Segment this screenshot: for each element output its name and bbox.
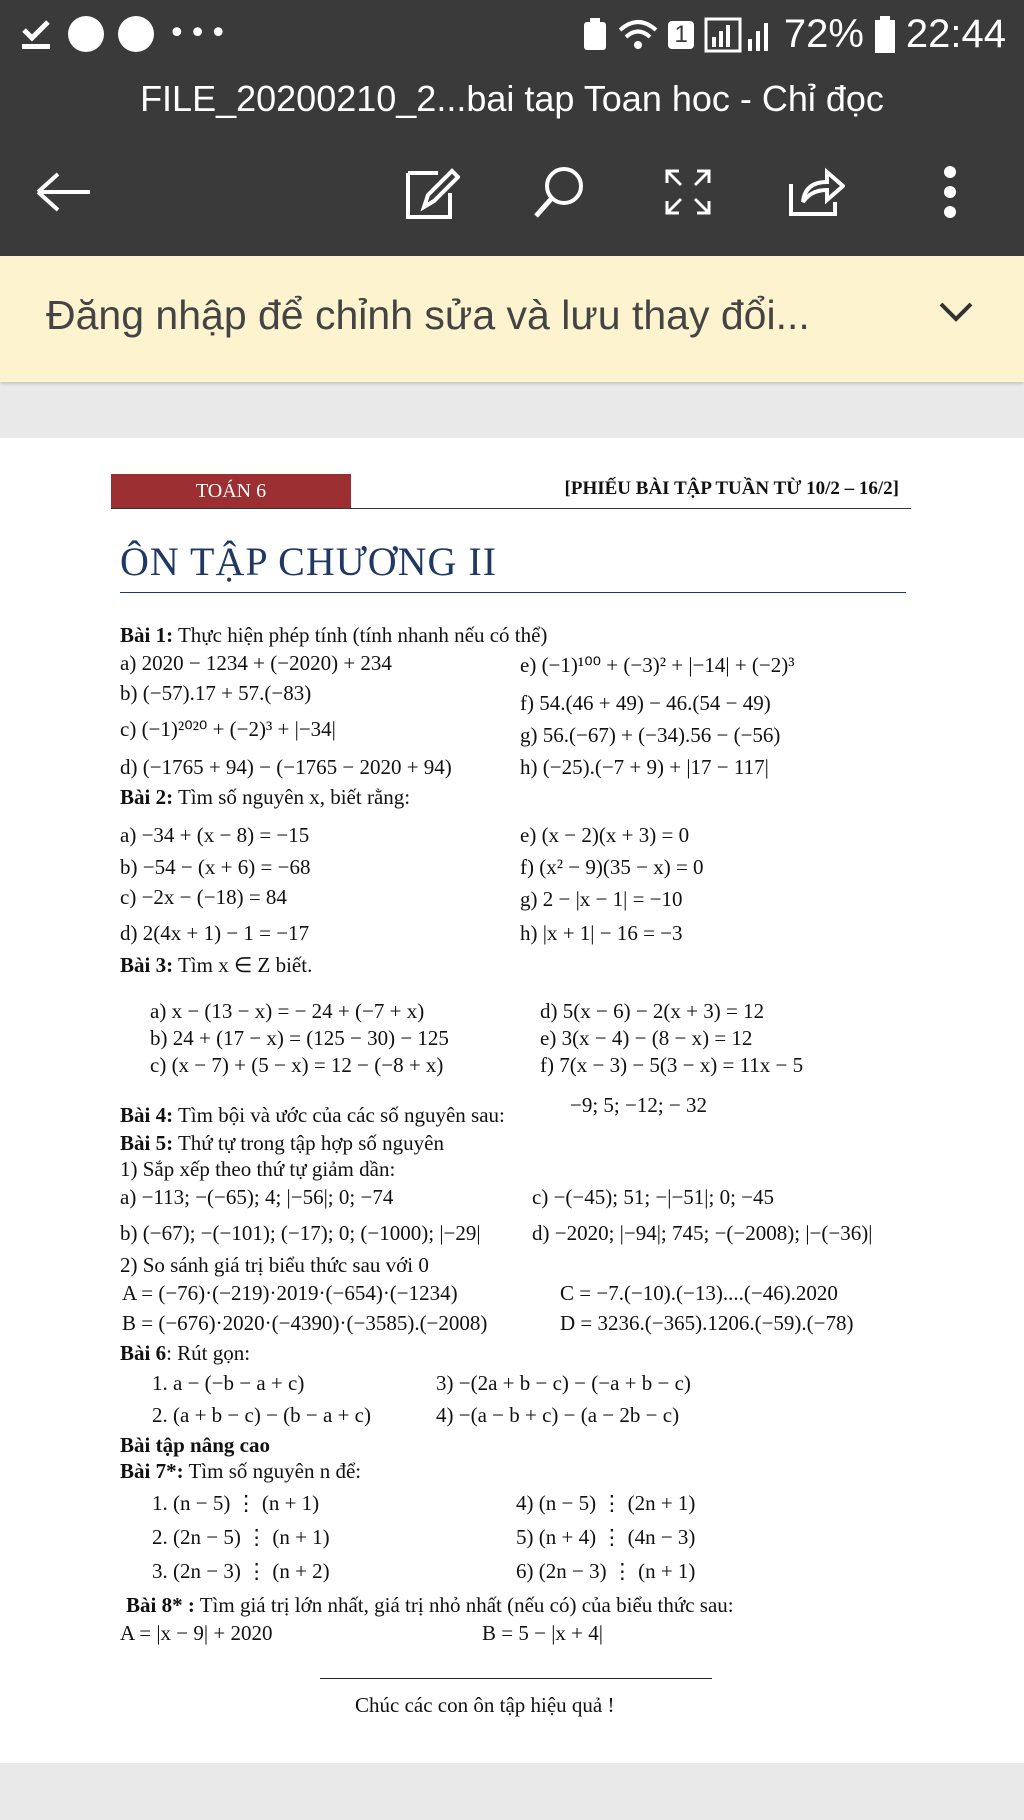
b5-d: d) −2020; |−94|; 745; −(−2008); |−(−36)| xyxy=(532,1221,873,1245)
b5-D: D = 3236.(−365).1206.(−59).(−78) xyxy=(560,1311,854,1335)
clock: 22:44 xyxy=(905,12,1006,56)
toolbar xyxy=(0,150,1024,234)
b5-C: C = −7.(−10).(−13)....(−46).2020 xyxy=(560,1281,838,1305)
b5-B: B = (−676)·2020·(−4390)·(−3585).(−2008) xyxy=(122,1311,488,1335)
page-title: ÔN TẬP CHƯƠNG II xyxy=(120,539,498,584)
banner-text: Đăng nhập để chỉnh sửa và lưu thay đổi... xyxy=(46,292,810,338)
b6-2: 2. (a + b − c) − (b − a + c) xyxy=(152,1403,371,1427)
share-button[interactable] xyxy=(784,160,848,224)
edit-button[interactable] xyxy=(400,160,464,224)
back-button[interactable] xyxy=(32,160,96,224)
b3-a: a) x − (13 − x) = − 24 + (−7 + x) xyxy=(150,999,425,1023)
title-divider xyxy=(120,592,906,593)
header-divider xyxy=(111,508,911,509)
b2-d: d) 2(4x + 1) − 1 = −17 xyxy=(120,921,310,945)
b7-4: 4) (n − 5) ⋮ (2n + 1) xyxy=(516,1491,696,1515)
b1-h: h) (−25).(−7 + 9) + |17 − 117| xyxy=(520,755,769,779)
b6-4: 4) −(a − b + c) − (a − 2b − c) xyxy=(436,1403,680,1427)
b5-A: A = (−76)·(−219)·2019·(−654)·(−1234) xyxy=(122,1281,458,1305)
expand-icon xyxy=(663,167,713,217)
b3-e: e) 3(x − 4) − (8 − x) = 12 xyxy=(540,1026,753,1050)
b5-b: b) (−67); −(−101); (−17); 0; (−1000); |−29| xyxy=(120,1221,481,1245)
b7-5: 5) (n + 4) ⋮ (4n − 3) xyxy=(516,1525,696,1549)
more-options-button[interactable] xyxy=(918,160,982,224)
b2-a: a) −34 + (x − 8) = −15 xyxy=(120,823,310,847)
b8-heading: Bài 8* : Tìm giá trị lớn nhất, giá trị nhỏ nhất (nếu có) của biểu thức sau: xyxy=(126,1593,734,1617)
share-icon xyxy=(787,166,845,218)
b1-g: g) 56.(−67) + (−34).56 − (−56) xyxy=(520,723,781,747)
b5-heading: Bài 5: Thứ tự trong tập hợp số nguyên xyxy=(120,1131,444,1155)
search-button[interactable] xyxy=(528,160,592,224)
b6-3: 3) −(2a + b − c) − (−a + b − c) xyxy=(436,1371,691,1395)
b1-b: b) (−57).17 + 57.(−83) xyxy=(120,681,312,705)
messenger-icon-2 xyxy=(118,16,154,52)
chevron-down-icon[interactable] xyxy=(938,300,974,324)
b2-e: e) (x − 2)(x + 3) = 0 xyxy=(520,823,690,847)
recycle-icon xyxy=(582,18,608,52)
sim-badge: 1 xyxy=(668,21,693,49)
back-arrow-icon xyxy=(34,170,94,214)
app-top-bar xyxy=(0,0,1024,256)
b2-h: h) |x + 1| − 16 = −3 xyxy=(520,921,683,945)
b7-1: 1. (n − 5) ⋮ (n + 1) xyxy=(152,1491,320,1515)
b5-c: c) −(−45); 51; −|−51|; 0; −45 xyxy=(532,1185,775,1209)
b1-c: c) (−1)²⁰²⁰ + (−2)³ + |−34| xyxy=(120,717,336,741)
footer-message: Chúc các con ôn tập hiệu quả ! xyxy=(355,1693,615,1717)
b4-values: −9; 5; −12; − 32 xyxy=(570,1093,708,1117)
b2-heading: Bài 2: Tìm số nguyên x, biết rằng: xyxy=(120,785,411,809)
b3-heading: Bài 3: Tìm x ∈ Z biết. xyxy=(120,953,313,977)
advanced-heading: Bài tập nâng cao xyxy=(120,1433,270,1457)
b2-g: g) 2 − |x − 1| = −10 xyxy=(520,887,683,911)
edit-pen-icon xyxy=(404,163,460,221)
b7-6: 6) (2n − 3) ⋮ (n + 1) xyxy=(516,1559,696,1583)
b1-f: f) 54.(46 + 49) − 46.(54 − 49) xyxy=(520,691,771,715)
b1-e: e) (−1)¹⁰⁰ + (−3)² + |−14| + (−2)³ xyxy=(520,653,795,677)
document-title: FILE_20200210_2...bai tap Toan hoc - Chỉ đọc xyxy=(140,78,884,119)
download-done-icon xyxy=(18,16,54,52)
b4-heading: Bài 4: Tìm bội và ước của các số nguyên sau: xyxy=(120,1103,505,1127)
b3-f: f) 7(x − 3) − 5(3 − x) = 11x − 5 xyxy=(540,1053,804,1077)
messenger-icon xyxy=(68,16,104,52)
b2-f: f) (x² − 9)(35 − x) = 0 xyxy=(520,855,704,879)
b3-b: b) 24 + (17 − x) = (125 − 30) − 125 xyxy=(150,1026,449,1050)
search-icon xyxy=(532,164,588,220)
b7-3: 3. (2n − 3) ⋮ (n + 2) xyxy=(152,1559,330,1583)
b2-c: c) −2x − (−18) = 84 xyxy=(120,885,287,909)
header-week: [PHIẾU BÀI TẬP TUẦN TỪ 10/2 – 16/2] xyxy=(564,478,899,499)
status-bar xyxy=(0,0,1024,72)
footer-divider xyxy=(320,1678,712,1679)
b3-c: c) (x − 7) + (5 − x) = 12 − (−8 + x) xyxy=(150,1053,444,1077)
b6-1: 1. a − (−b − a + c) xyxy=(152,1371,305,1395)
wifi-icon xyxy=(618,18,658,52)
signal-icon xyxy=(704,17,774,53)
b8-B: B = 5 − |x + 4| xyxy=(482,1621,603,1645)
more-vert-icon xyxy=(940,164,960,220)
b3-d: d) 5(x − 6) − 2(x + 3) = 12 xyxy=(540,999,765,1023)
b6-heading: Bài 6: Rút gọn: xyxy=(120,1341,251,1365)
b1-heading: Bài 1: Thực hiện phép tính (tính nhanh nếu có thể) xyxy=(120,623,548,647)
header-subject: TOÁN 6 xyxy=(111,474,351,508)
b1-a: a) 2020 − 1234 + (−2020) + 234 xyxy=(120,651,392,675)
b1-d: d) (−1765 + 94) − (−1765 − 2020 + 94) xyxy=(120,755,452,779)
b7-heading: Bài 7*: Tìm số nguyên n để: xyxy=(120,1459,362,1483)
document-page xyxy=(0,438,1024,1763)
b5-a: a) −113; −(−65); 4; |−56|; 0; −74 xyxy=(120,1185,394,1209)
b5-s1: 1) Sắp xếp theo thứ tự giảm dần: xyxy=(120,1157,396,1181)
more-notifications-icon: ••• xyxy=(168,16,231,51)
sign-in-banner[interactable] xyxy=(0,256,1024,382)
b7-2: 2. (2n − 5) ⋮ (n + 1) xyxy=(152,1525,330,1549)
b8-A: A = |x − 9| + 2020 xyxy=(120,1621,273,1645)
b5-s2: 2) So sánh giá trị biểu thức sau với 0 xyxy=(120,1253,429,1277)
battery-icon xyxy=(874,16,896,54)
b2-b: b) −54 − (x + 6) = −68 xyxy=(120,855,311,879)
fullscreen-button[interactable] xyxy=(656,160,720,224)
battery-percent: 72% xyxy=(783,12,864,56)
